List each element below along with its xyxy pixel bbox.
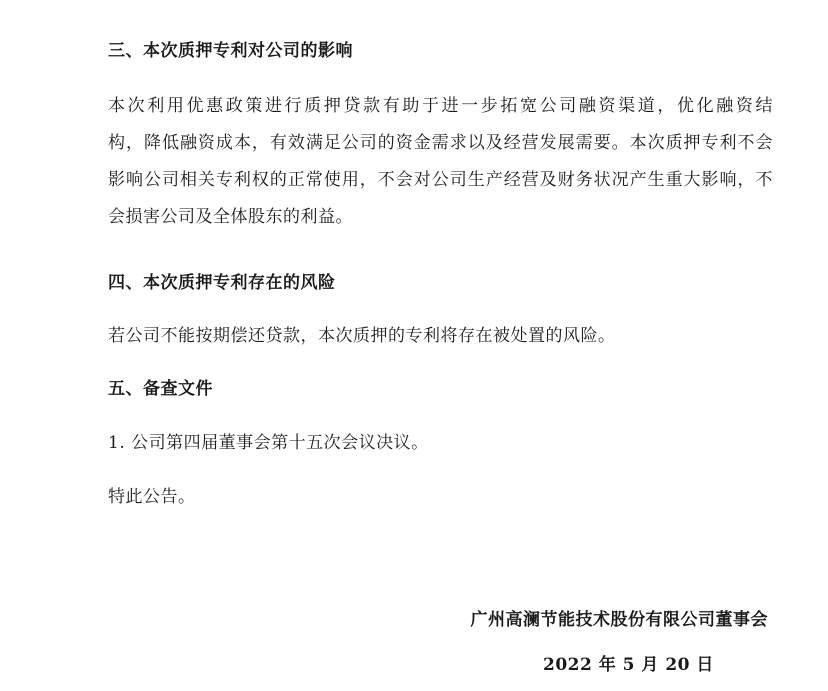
section-3-line-1: 本次利用优惠政策进行质押贷款有助于进一步拓宽公司融资渠道，优化融资结 xyxy=(108,96,773,116)
signature-company: 广州高澜节能技术股份有限公司董事会 xyxy=(470,610,768,630)
section-3-line-2: 构，降低融资成本，有效满足公司的资金需求以及经营发展需要。本次质押专利不会 xyxy=(108,133,773,153)
section-4-text: 若公司不能按期偿还贷款，本次质押的专利将存在被处置的风险。 xyxy=(108,326,616,346)
section-3-line-4: 会损害公司及全体股东的利益。 xyxy=(108,207,353,227)
section-3-line-3: 影响公司相关专利权的正常使用，不会对公司生产经营及财务状况产生重大影响，不 xyxy=(108,170,773,190)
section-4-heading: 四、本次质押专利存在的风险 xyxy=(108,273,336,293)
closing-text: 特此公告。 xyxy=(108,487,196,507)
section-3-heading: 三、本次质押专利对公司的影响 xyxy=(108,41,353,61)
section-5-heading: 五、备查文件 xyxy=(108,379,213,399)
signature-date: 2022 年 5 月 20 日 xyxy=(543,655,714,675)
section-5-item-1: 1. 公司第四届董事会第十五次会议决议。 xyxy=(108,433,429,453)
section-3-paragraph xyxy=(108,88,773,236)
